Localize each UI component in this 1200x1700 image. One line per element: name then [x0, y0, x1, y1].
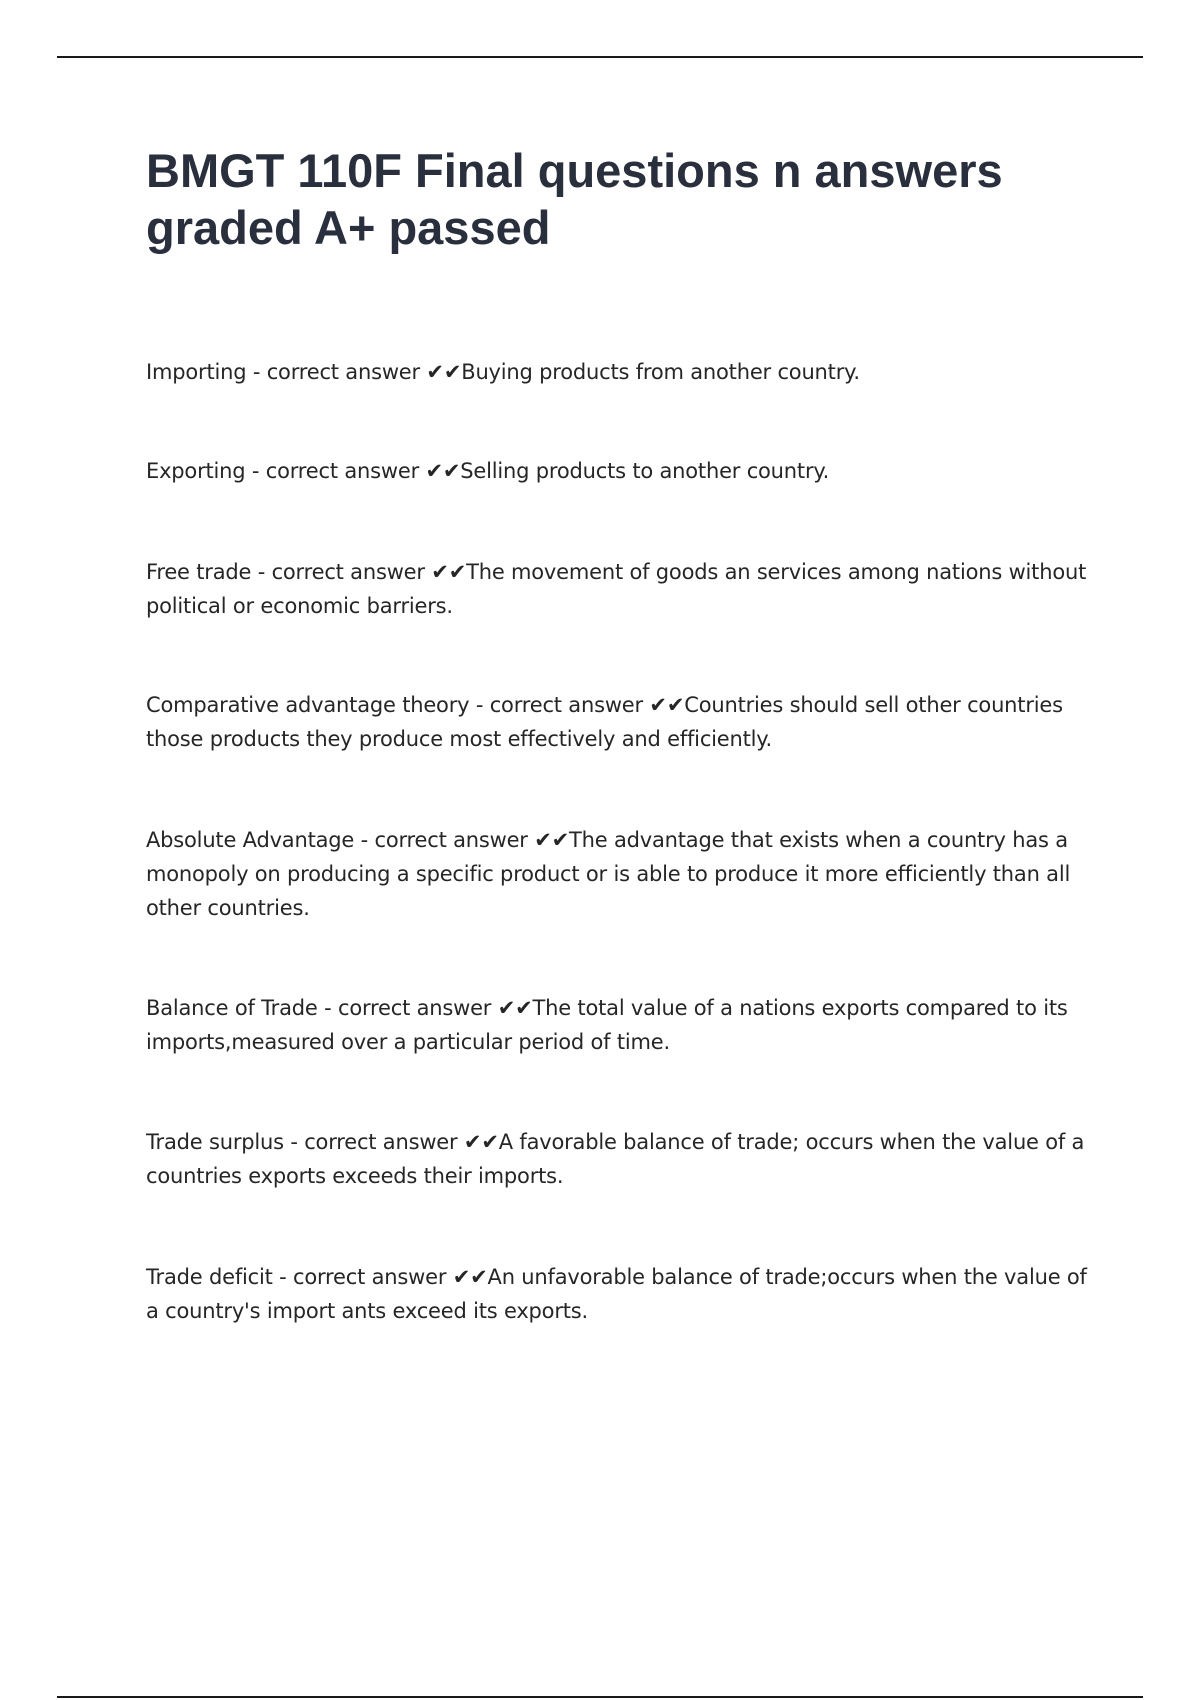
qa-definition: Selling products to another country.: [460, 459, 830, 483]
qa-separator: - correct answer ✔✔: [251, 560, 467, 584]
qa-item-exporting: [146, 454, 1096, 488]
qa-item-trade-surplus: [146, 1125, 1096, 1193]
qa-item-trade-deficit: [146, 1260, 1096, 1328]
qa-term: Trade deficit: [146, 1265, 273, 1289]
qa-separator: - correct answer ✔✔: [469, 693, 685, 717]
qa-item-comparative-advantage: [146, 688, 1096, 756]
qa-term: Absolute Advantage: [146, 828, 355, 852]
qa-item-absolute-advantage: [146, 823, 1096, 925]
qa-definition: An unfavorable balance of trade;occurs when the value of a country's import ants exceed its exports.: [146, 1265, 1087, 1323]
qa-separator: - correct answer ✔✔: [317, 996, 533, 1020]
qa-definition: The total value of a nations exports compared to its imports,measured over a particular period of time.: [146, 996, 1068, 1054]
qa-term: Trade surplus: [146, 1130, 284, 1154]
qa-item-free-trade: [146, 555, 1096, 623]
bottom-rule: [57, 1696, 1143, 1698]
qa-item-balance-of-trade: [146, 991, 1096, 1059]
document-title: BMGT 110F Final questions n answers graded A+ passed: [146, 144, 1003, 254]
qa-separator: - correct answer ✔✔: [245, 459, 461, 483]
top-rule: [57, 56, 1143, 58]
qa-separator: - correct answer ✔✔: [272, 1265, 488, 1289]
qa-definition: A favorable balance of trade; occurs when the value of a countries exports exceeds their imports.: [146, 1130, 1085, 1188]
qa-term: Comparative advantage theory: [146, 693, 470, 717]
qa-term: Free trade: [146, 560, 252, 584]
qa-separator: - correct answer ✔✔: [246, 360, 462, 384]
qa-item-importing: [146, 355, 1096, 389]
qa-term: Exporting: [146, 459, 246, 483]
qa-definition: Buying products from another country.: [461, 360, 860, 384]
qa-definition: The advantage that exists when a country has a monopoly on producing a specific product or is able to produce it more efficiently than all other countries.: [146, 828, 1071, 920]
qa-separator: - correct answer ✔✔: [283, 1130, 499, 1154]
qa-term: Importing: [146, 360, 247, 384]
qa-term: Balance of Trade: [146, 996, 318, 1020]
qa-separator: - correct answer ✔✔: [354, 828, 570, 852]
qa-definition: Countries should sell other countries those products they produce most effectively and efficiently.: [146, 693, 1063, 751]
qa-definition: The movement of goods an services among nations without political or economic barriers.: [146, 560, 1087, 618]
